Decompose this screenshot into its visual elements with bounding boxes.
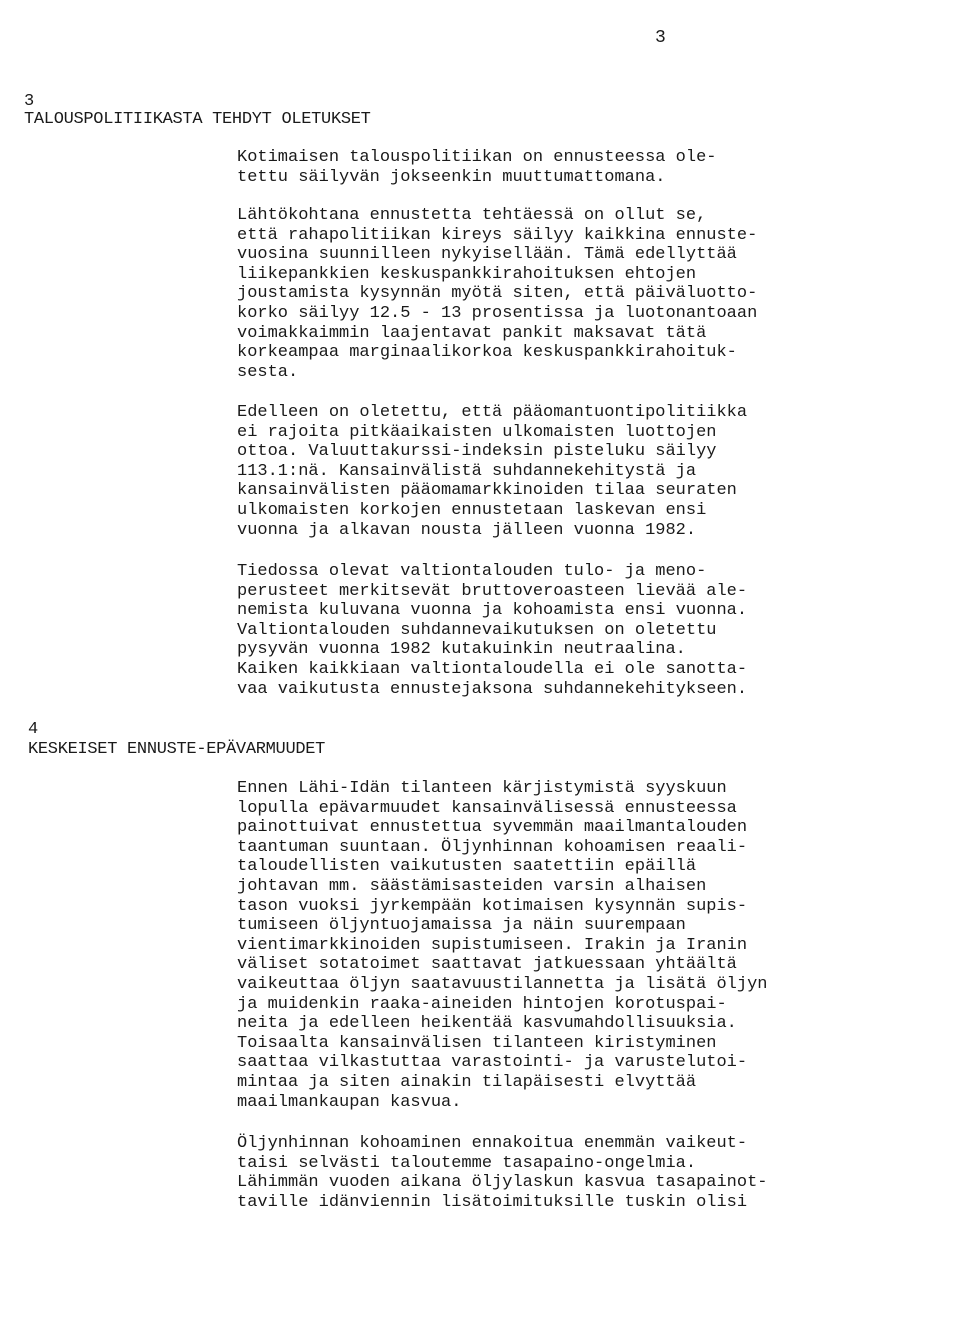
- page-number: 3: [655, 28, 666, 48]
- paragraph: Tiedossa olevat valtiontalouden tulo- ja meno- perusteet merkitsevät bruttoveroasteen lievää ale- nemista kuluvana vuonna ja kohoamista ensi vuonna. Valtiontalouden suhdannevaikutuksen on oletettu pysyvän vuonna 1982 kutakuinkin neutraalina. Kaiken kaikkiaan valtiontaloudella ei ole sanotta- vaa vaikutusta ennustejaksona suhdannekehitykseen.: [237, 562, 748, 699]
- section-heading: TALOUSPOLITIIKASTA TEHDYT OLETUKSET: [24, 110, 371, 129]
- section-number: 3: [24, 92, 35, 111]
- paragraph: Ennen Lähi-Idän tilanteen kärjistymistä syyskuun lopulla epävarmuudet kansainvälisessä ennusteessa painottuivat ennustettua syvemmän maailmantalouden taantuman suuntaan. Öljynhinnan kohoamisen reaali- taloudellisten vaikutusten saatettiin epäillä johtavan mm. säästämisasteiden varsin alhaisen tason vuoksi jyrkempään kotimaisen kysynnän supis- tumiseen öljyntuojamaissa ja näin suurempaan vientimarkkinoiden supistumiseen. Irakin ja Iranin väliset sotatoimet saattavat jatkuessaan yhtäältä vaikeuttaa öljyn saatavuustilannetta ja lisätä öljyn ja muidenkin raaka-aineiden hintojen korotuspai- neita ja edelleen heikentää kasvumahdollisuuksia. Toisaalta kansainvälisen tilanteen kiristyminen saattaa vilkastuttaa varastointi- ja varustelutoi- mintaa ja siten ainakin tilapäisesti elvyttää maailmankaupan kasvua.: [237, 779, 768, 1112]
- section-number: 4: [28, 720, 39, 739]
- section-heading: KESKEISET ENNUSTE-EPÄVARMUUDET: [28, 740, 326, 759]
- paragraph: Lähtökohtana ennustetta tehtäessä on ollut se, että rahapolitiikan kireys säilyy kaikkina ennuste- vuosina suunnilleen nykyisellään. Tämä edellyttää liikepankkien keskuspankkirahoituksen ehtojen joustamista kysynnän myötä siten, että päiväluotto- korko säilyy 12.5 - 13 prosentissa ja luotonantoaan voimakkaimmin laajentavat pankit maksavat tätä korkeampaa marginaalikorkoa keskuspankkirahoituk- sesta.: [237, 206, 758, 382]
- paragraph: Öljynhinnan kohoaminen ennakoitua enemmän vaikeut- taisi selvästi taloutemme tasapaino-ongelmia. Lähimmän vuoden aikana öljylaskun kasvua tasapainot- taville idänviennin lisätoimituksille tuskin olisi: [237, 1134, 768, 1212]
- paragraph: Edelleen on oletettu, että pääomantuontipolitiikka ei rajoita pitkäaikaisten ulkomaisten luottojen ottoa. Valuuttakurssi-indeksin pisteluku säilyy 113.1:nä. Kansainvälistä suhdannekehitystä ja kansainvälisten pääomamarkkinoiden tilaa seuraten ulkomaisten korkojen ennustetaan laskevan ensi vuonna ja alkavan nousta jälleen vuonna 1982.: [237, 403, 748, 540]
- paragraph: Kotimaisen talouspolitiikan on ennusteessa ole- tettu säilyvän jokseenkin muuttumattomana.: [237, 148, 717, 187]
